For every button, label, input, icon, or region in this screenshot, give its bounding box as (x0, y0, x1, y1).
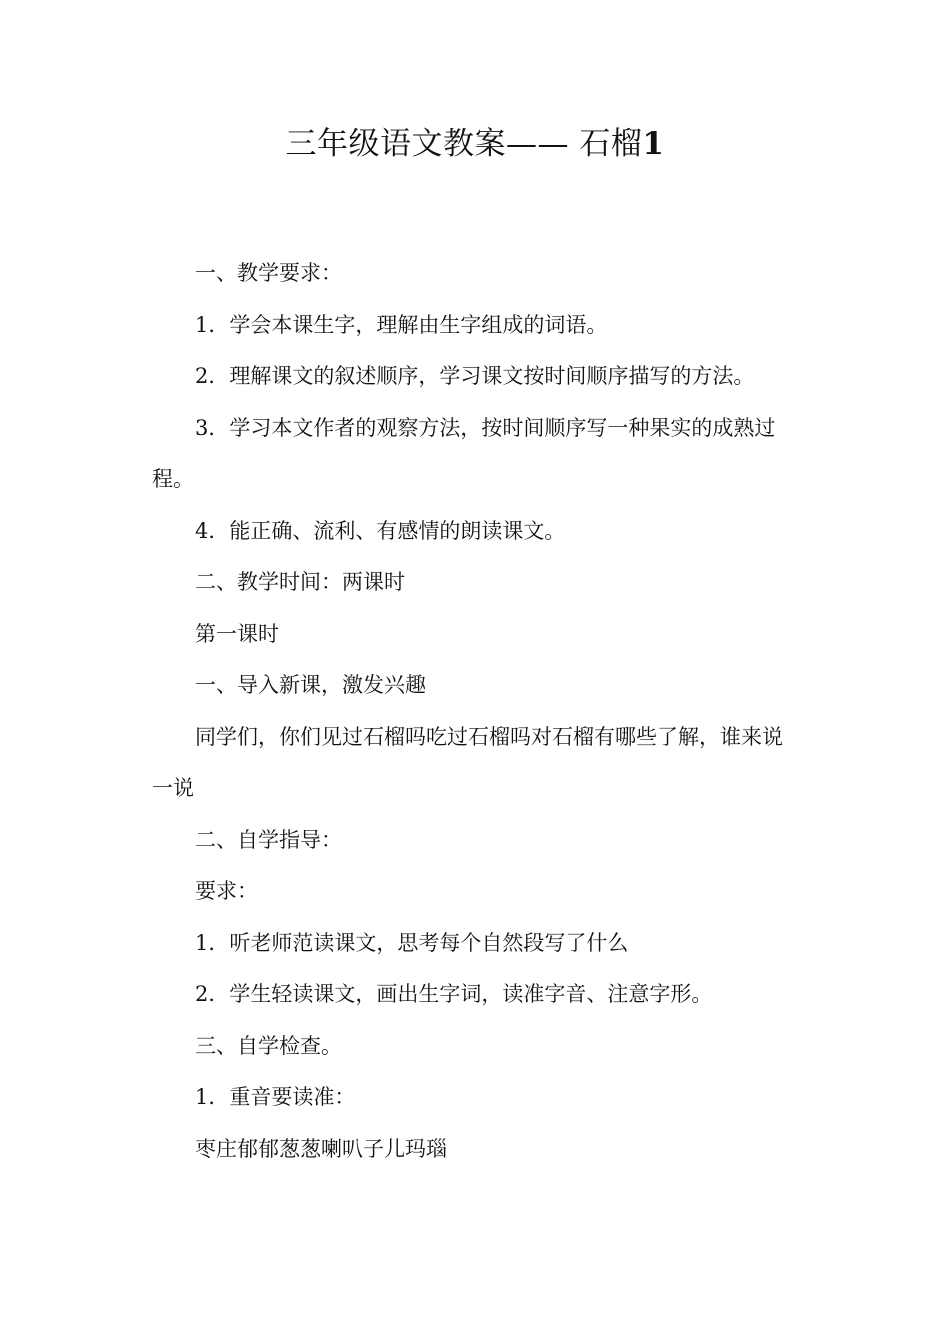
list-item: 1．重音要读准： (195, 1085, 356, 1109)
section-heading-check: 三、自学检查。 (195, 1033, 342, 1058)
title-text: 三年级语文教案—— 石榴 (285, 126, 643, 162)
document-title (0, 122, 950, 166)
section-heading-requirements: 一、教学要求： (195, 261, 342, 285)
list-item: 1．听老师范读课文，思考每个自然段写了什么 (195, 930, 629, 955)
requirement-item: 1．学会本课生字，理解由生字组成的词语。 (195, 312, 608, 337)
list-item: 2．学生轻读课文，画出生字词，读准字音、注意字形。 (195, 982, 713, 1006)
section-heading-self-study: 二、自学指导： (195, 827, 342, 852)
subheading-requirements: 要求： (195, 879, 258, 903)
body-paragraph: 同学们，你们见过石榴吗吃过石榴吗对石榴有哪些了解，谁来说一说 (152, 724, 783, 800)
requirement-item: 2．理解课文的叙述顺序，学习课文按时间顺序描写的方法。 (195, 364, 755, 388)
section-heading-intro: 一、导入新课，激发兴趣 (195, 673, 426, 697)
document-body (152, 248, 798, 1175)
requirement-item: 3．学习本文作者的观察方法，按时间顺序写一种果实的成熟过程。 (152, 415, 776, 491)
requirement-item: 4．能正确、流利、有感情的朗读课文。 (195, 518, 566, 543)
title-number: 1 (642, 126, 665, 162)
lesson-heading: 第一课时 (195, 621, 279, 646)
word-list: 枣庄郁郁葱葱喇叭子儿玛瑙 (195, 1136, 447, 1161)
section-heading-time: 二、教学时间：两课时 (195, 570, 405, 594)
